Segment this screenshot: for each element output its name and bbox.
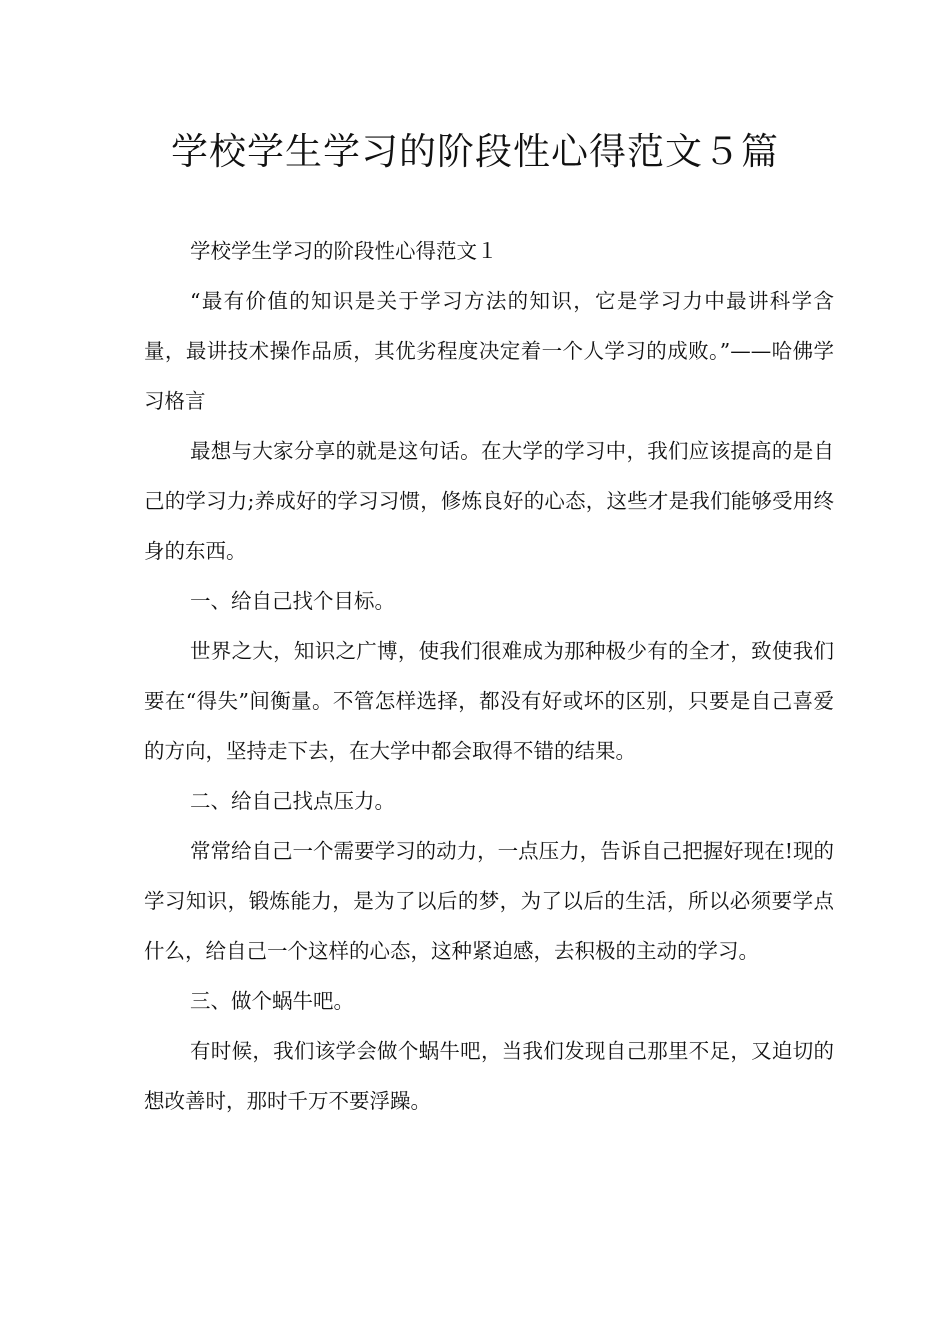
paragraph-section-1: 世界之大，知识之广博，使我们很难成为那种极少有的全才，致使我们要在“得失”间衡量。不管怎样选择，都没有好或坏的区别，只要是自己喜爱的方向，坚持走下去，在大学中都会取得不错的结果。 bbox=[144, 639, 834, 763]
paragraph-section-2: 常常给自己一个需要学习的动力，一点压力，告诉自己把握好现在!现的学习知识，锻炼能力，是为了以后的梦，为了以后的生活，所以必须要学点什么，给自己一个这样的心态，这种紧迫感，去积极的主动的学习。 bbox=[144, 839, 834, 963]
document-body bbox=[144, 226, 834, 1126]
paragraph-section-3: 有时候，我们该学会做个蜗牛吧，当我们发现自己那里不足，又迫切的想改善时，那时千万不要浮躁。 bbox=[144, 1039, 834, 1113]
section-heading-3: 三、做个蜗牛吧。 bbox=[190, 989, 354, 1013]
paragraph-subtitle: 学校学生学习的阶段性心得范文１ bbox=[190, 239, 498, 263]
paragraph-quote: “最有价值的知识是关于学习方法的知识，它是学习力中最讲科学含量，最讲技术操作品质，其优劣程度决定着一个人学习的成败。”——哈佛学习格言 bbox=[144, 289, 834, 413]
section-heading-1: 一、给自己找个目标。 bbox=[190, 589, 395, 613]
section-heading-2: 二、给自己找点压力。 bbox=[190, 789, 395, 813]
paragraph-intro: 最想与大家分享的就是这句话。在大学的学习中，我们应该提高的是自己的学习力;养成好的学习习惯，修炼良好的心态，这些才是我们能够受用终身的东西。 bbox=[144, 439, 834, 563]
document-title: 学校学生学习的阶段性心得范文５篇 bbox=[171, 130, 779, 173]
